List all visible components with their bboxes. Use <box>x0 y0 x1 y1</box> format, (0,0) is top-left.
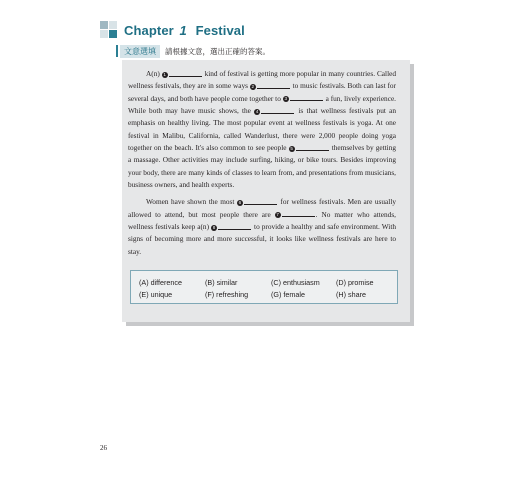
options-box <box>130 270 398 304</box>
passage-text: Women have shown the most <box>146 197 237 207</box>
page-number: 26 <box>100 444 107 452</box>
passage-text: . No matter who attends, wellness festivals keep a(n) <box>128 209 396 232</box>
option-item: (C) enthusiasm <box>271 278 320 287</box>
answer-blank <box>261 107 294 114</box>
answer-blank <box>282 210 315 217</box>
option-item: (D) promise <box>336 278 374 287</box>
blank-number-badge: 3 <box>284 96 288 102</box>
answer-blank <box>296 144 329 151</box>
chapter-name: Festival <box>195 22 245 38</box>
section-heading <box>116 44 270 58</box>
blank-number-badge: 7 <box>276 212 279 218</box>
blank-number-badge: 1 <box>163 71 166 77</box>
passage-text: to provide a healthy and safe environment. With signs of becoming more and more successful, it looks like wellness festivals are here to stay. <box>128 222 396 256</box>
answer-blank <box>169 70 202 77</box>
passage-text: A(n) <box>146 69 162 78</box>
option-item: (G) female <box>271 290 305 299</box>
passage-text: is that wellness festivals put an emphasis on healthy living. The most popular event at wellness festivals is yoga. At one festival in Malibu, California, called Wanderlust, there were 2,000 people doing yoga together on the beach. It's also common to see people <box>128 106 396 153</box>
passage-paragraph-1 <box>128 68 396 191</box>
option-item: (B) similar <box>205 278 238 287</box>
passage-text: for wellness festivals. Men are usually allowed to attend, but most people there are <box>128 197 396 219</box>
passage-text: a fun, lively experience. While both may have music shows, the <box>128 93 397 116</box>
chapter-title <box>124 23 245 38</box>
answer-blank <box>290 94 323 101</box>
blank-number-badge: 5 <box>290 145 293 151</box>
option-item: (A) difference <box>139 278 183 287</box>
answer-blank <box>244 198 277 205</box>
answer-blank <box>218 223 251 230</box>
passage-text: to music festivals. Both can last for several days, and both have people come together to <box>128 81 396 103</box>
blank-number-badge: 4 <box>255 108 259 114</box>
chapter-header <box>100 18 245 42</box>
chapter-label: Chapter <box>124 22 174 38</box>
passage-paragraph-2 <box>128 196 396 258</box>
section-tag: 文意選填 <box>120 45 160 58</box>
option-item: (H) share <box>336 290 366 299</box>
section-accent-bar <box>116 45 118 57</box>
passage-text: kind of festival is getting more popular in many countries. Called wellness festivals, they are in some ways <box>128 69 396 91</box>
section-instruction: 請根據文意，選出正確的答案。 <box>165 46 270 56</box>
option-item: (F) refreshing <box>205 290 249 299</box>
blank-number-badge: 2 <box>251 83 255 89</box>
chapter-number: 1 <box>179 22 187 38</box>
passage <box>128 68 396 258</box>
option-item: (E) unique <box>139 290 173 299</box>
passage-text: themselves by getting a massage. Other activities may include surfing, hiking, or bike tours. Besides improving your body, there are many kinds of classes to learn from, and presentations from musicians, business owners, and health experts. <box>128 143 396 190</box>
blank-number-badge: 6 <box>238 200 242 206</box>
blank-number-badge: 8 <box>212 224 216 230</box>
chapter-squares-icon <box>100 21 118 39</box>
answer-blank <box>257 82 290 89</box>
